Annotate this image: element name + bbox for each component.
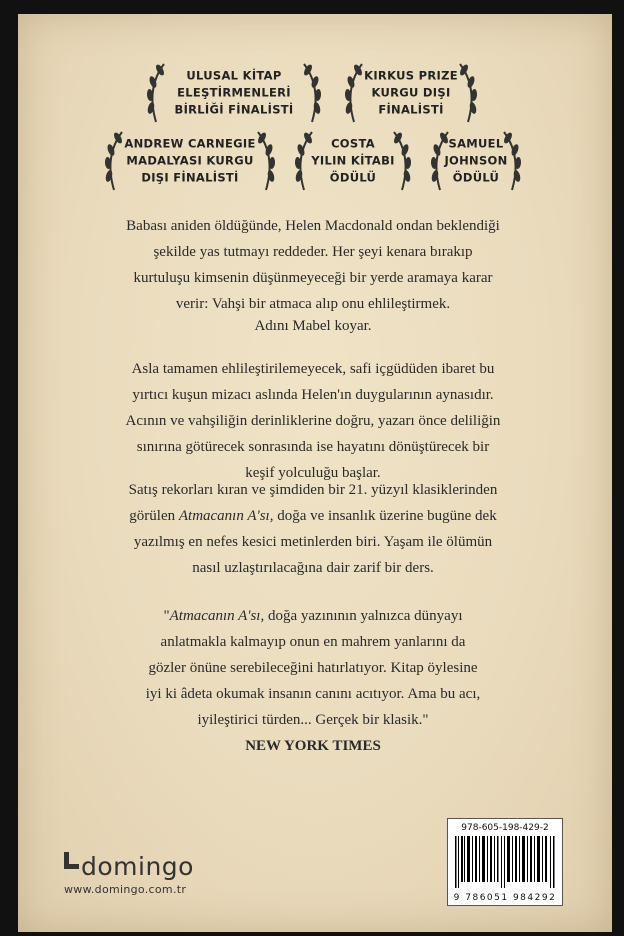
- publisher-url: www.domingo.com.tr: [64, 883, 187, 896]
- award-badge: SAMUEL JOHNSON ÖDÜLÜ: [424, 126, 528, 196]
- synopsis-paragraph: Adını Mabel koyar.: [254, 318, 372, 334]
- award-badge: ULUSAL KİTAP ELEŞTİRMENLERİ BİRLİĞİ FİNALİSTİ: [140, 58, 328, 128]
- synopsis-paragraph: Asla tamamen ehlileştirilemeyecek, safi içgüdüden ibaret bu yırtıcı kuşun mizacı aslında Helen'ın duygularının aynasıdır. Acının ve vahşiliğin derinliklerine doğru, yazarı önce deliliğin sınırına götürecek sonrasında ise hayatını dönüştürecek bir keşif yolculuğu başlar.: [125, 361, 501, 481]
- laurel-right-icon: [252, 126, 282, 196]
- synopsis-paragraph: Babası aniden öldüğünde, Helen Macdonald ondan beklendiği şekilde yas tutmayı reddeder. Her şeyi kenara bırakıp kurtuluşu kimsenin düşünmeyeceği bir yerde aramaya karar verir: Vahşi bir atmaca alıp onu ehlileştirmek.: [126, 218, 500, 312]
- award-badge: COSTA YILIN KİTABI ÖDÜLÜ: [288, 126, 418, 196]
- laurel-right-icon: [498, 126, 528, 196]
- synopsis-paragraph: Satış rekorları kıran ve şimdiden bir 21. yüzyıl klasiklerinden görülen Atmacanın A'sı, doğa ve insanlık üzerine bugüne dek yazılmış en nefes kesici metinlerden biri. Yaşam ile ölümün nasıl uzlaştırılacağına dair zarif bir ders.: [128, 482, 498, 576]
- isbn-number: 978-605-198-429-2: [461, 823, 549, 833]
- isbn-barcode: [447, 818, 563, 906]
- award-badge: ANDREW CARNEGIE MADALYASI KURGU DIŞI FİNALİSTİ: [98, 126, 282, 196]
- laurel-right-icon: [454, 58, 484, 128]
- quote-source: NEW YORK TIMES: [245, 738, 381, 754]
- publisher-brand: domingo: [81, 852, 194, 881]
- award-badge: KIRKUS PRIZE KURGU DIŞI FİNALİSTİ: [338, 58, 484, 128]
- publisher-logo: [64, 852, 194, 896]
- barcode-digits: 9 786051 984292: [453, 893, 557, 903]
- barcode-icon: [453, 836, 557, 888]
- domingo-logo-icon: [64, 852, 79, 869]
- review-quote: "Atmacanın A'sı, doğa yazınının yalnızca dünyayı anlatmakla kalmayıp onun en mahrem yanlarını da gözler önüne serebileceğini hatırlatıyor. Kitap öylesine iyi ki âdeta okumak insanın canını acıtıyor. Ama bu acı, iyileştirici türden... Gerçek bir klasik." NEW YORK TIMES: [90, 603, 536, 759]
- laurel-right-icon: [298, 58, 328, 128]
- laurel-right-icon: [388, 126, 418, 196]
